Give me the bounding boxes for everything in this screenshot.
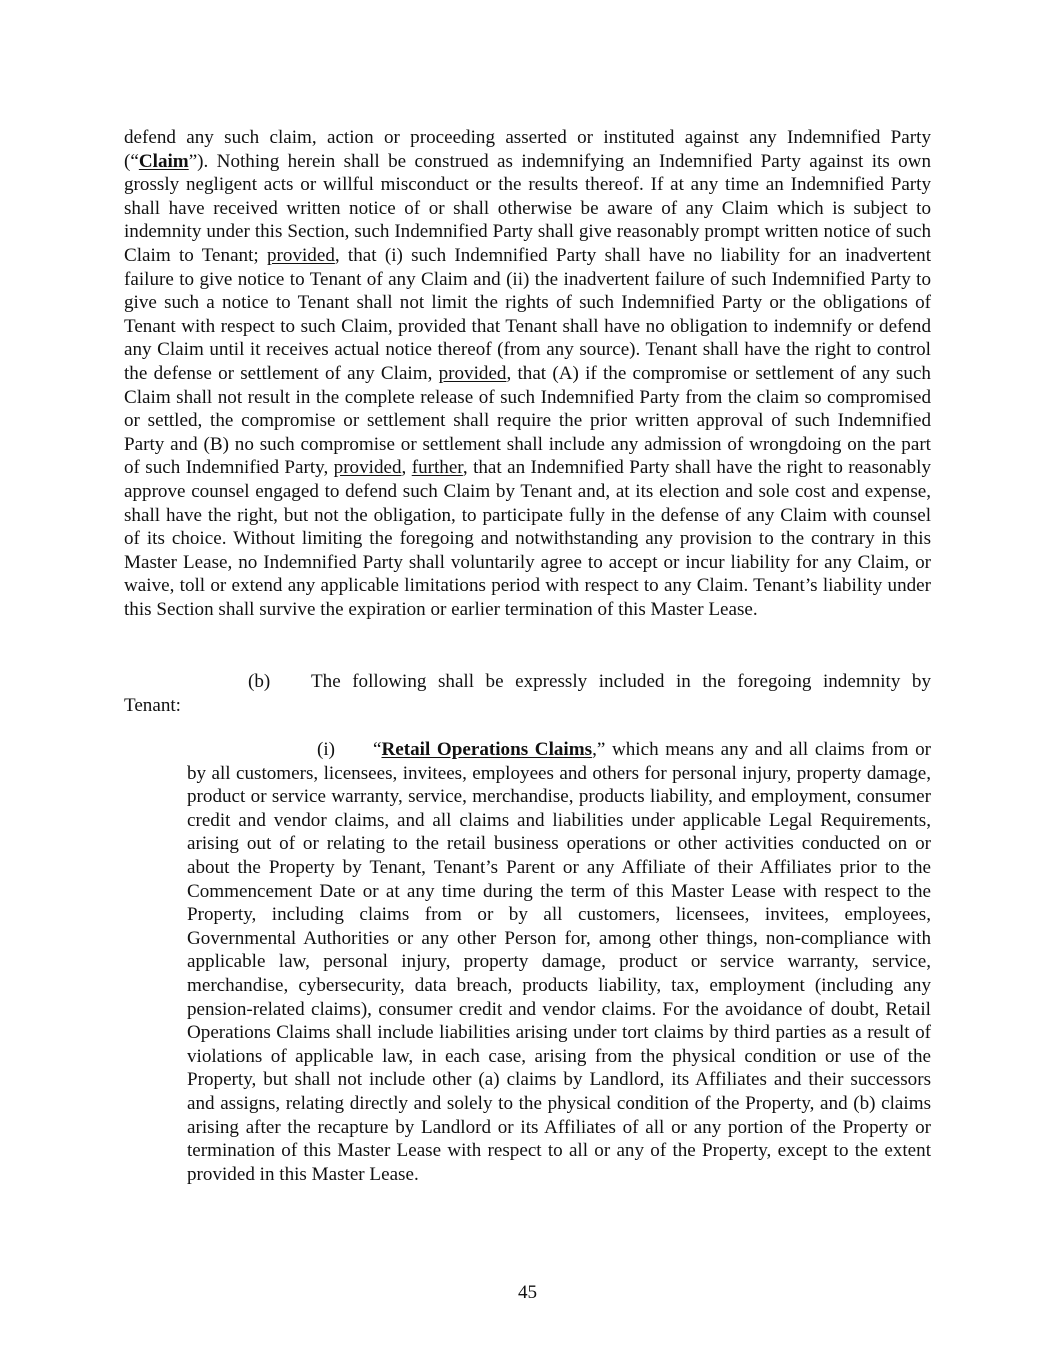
subsection-b-heading: (b) The following shall be expressly included in the foregoing indemnity by <box>248 671 931 692</box>
clause-i-number: (i) <box>317 739 336 760</box>
subsection-b-continuation: Tenant: <box>124 695 181 716</box>
claim-defined-term: Claim <box>138 150 189 172</box>
page-number: 45 <box>517 1282 538 1303</box>
retail-operations-claims-term: Retail Operations Claims <box>381 739 593 760</box>
provided-underlined: provided <box>438 362 507 384</box>
indemnity-claim-paragraph: defend any such claim, action or proceeding asserted or instituted against any Indemnified Party (“Claim”). Nothing herein shall be construed as indemnifying an Indemnified Party against its own grossly negligent acts or willful misconduct or the results thereof. If at any time an Indemnified Party shall have received written notice of or shall otherwise be aware of any Claim which is subject to indemnity under this Section, such Indemnified Party shall give reasonably prompt written notice of such Claim to Tenant; provided, that (i) such Indemnified Party shall have no liability for an inadvertent failure to give notice to Tenant of any Claim and (ii) the inadvertent failure of such Indemnified Party to give such a notice to Tenant shall not limit the rights of such Indemnified Party or the obligations of Tenant with respect to such Claim, provided that Tenant shall have no obligation to indemnify or defend any Claim until it receives actual notice thereof (from any source). Tenant shall have the right to control the defense or settlement of any Claim, provided, that (A) if the compromise or settlement of any such Claim shall not result in the complete release of such Indemnified Party from the claim so compromised or settled, the compromise or settlement shall require the prior written approval of such Indemnified Party and (B) no such compromise or settlement shall include any admission of wrongdoing on the part of such Indemnified Party, provided, further, that an Indemnified Party shall have the right to reasonably approve counsel engaged to defend such Claim by Tenant and, at its election and sole cost and expense, shall have the right, but not the obligation, to participate fully in the defense of any Claim with counsel of its choice. Without limiting the foregoing and notwithstanding any provision to the contrary in this Master Lease, no Indemnified Party shall voluntarily agree to accept or incur liability for any Claim, or waive, toll or extend any applicable limitations period with respect to any Claim. Tenant’s liability under this Section shall survive the expiration or earlier termination of this Master Lease. <box>124 127 932 620</box>
retail-operations-claims-paragraph: (i) “Retail Operations Claims,” which means any and all claims from or by all customers, licensees, invitees, employees and others for personal injury, property damage, product or service warranty, service, merchandise, products liability, and employment, consumer credit and vendor claims, and all claims and liabilities under applicable Legal Requirements, arising out of or relating to the retail business operations or other activities conducted on or about the Property by Tenant, Tenant’s Parent or any Affiliate of their Affiliates prior to the Commencement Date or at any time during the term of this Master Lease with respect to the Property, including claims from or by all customers, licensees, invitees, employees, Governmental Authorities or any other Person for, among other things, non-compliance with applicable law, personal injury, property damage, product or service warranty, service, merchandise, cybersecurity, data breach, products liability, tax, employment (including any pension-related claims), consumer credit and vendor claims. For the avoidance of doubt, Retail Operations Claims shall include liabilities arising under tort claims by third parties as a result of violations of applicable law, in each case, arising from the physical condition or use of the Property, but shall not include other (a) claims by Landlord, its Affiliates and their successors and assigns, relating directly and solely to the physical condition of the Property, and (b) claims arising after the recapture by Landlord or its Affiliates of all or any portion of the Property or termination of this Master Lease with respect to all or any of the Property, except to the extent provided in this Master Lease. <box>187 739 931 1185</box>
provided-underlined: provided <box>333 457 402 479</box>
provided-underlined: provided <box>267 244 335 266</box>
subsection-b-number: (b) <box>248 671 271 692</box>
further-underlined: further <box>411 457 463 479</box>
